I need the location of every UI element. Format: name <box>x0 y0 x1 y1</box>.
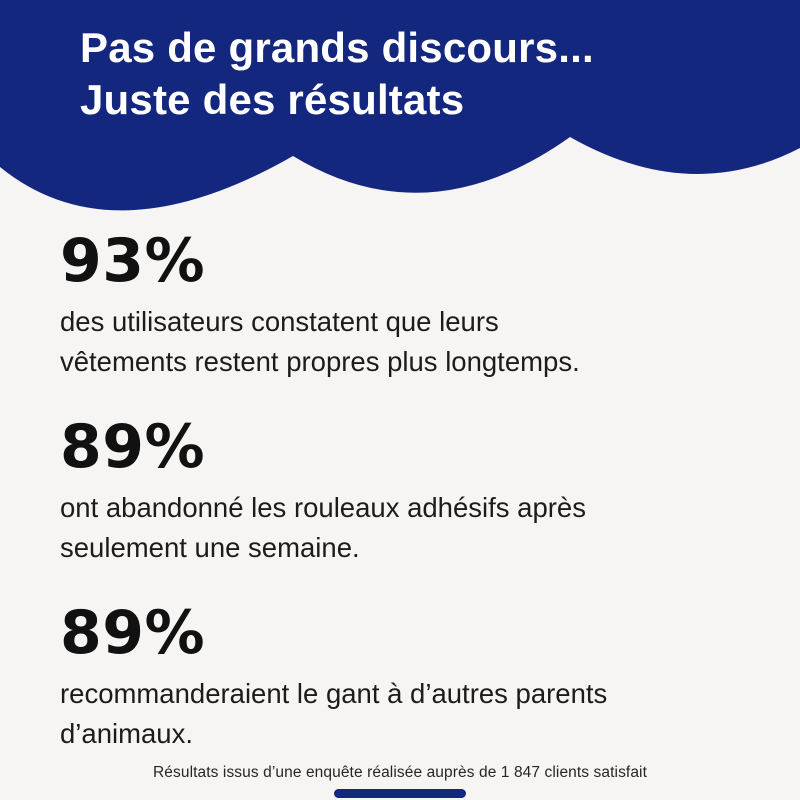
stat-desc-line: seulement une semaine. <box>60 532 360 563</box>
stat-desc-line: d’animaux. <box>60 718 193 749</box>
stat-description <box>60 674 760 754</box>
title-line-1: Pas de grands discours... <box>80 24 594 71</box>
stat-desc-line: recommanderaient le gant à d’autres parents <box>60 678 608 709</box>
stats-list <box>60 226 760 784</box>
stat-item-2 <box>60 412 760 568</box>
title-line-2: Juste des résultats <box>80 76 465 123</box>
survey-note: Résultats issus d’une enquête réalisée auprès de 1 847 clients satisfait <box>152 764 648 781</box>
stat-description <box>60 302 760 382</box>
stat-desc-line: ont abandonné les rouleaux adhésifs après <box>60 492 586 523</box>
stat-value: 93% <box>60 226 206 296</box>
stat-item-1 <box>60 226 760 382</box>
stat-description <box>60 488 760 568</box>
bottom-indicator-bar <box>334 789 466 798</box>
stat-item-3 <box>60 598 760 754</box>
stat-value: 89% <box>60 598 206 668</box>
stat-value: 89% <box>60 412 206 482</box>
stat-desc-line: vêtements restent propres plus longtemps. <box>60 346 580 377</box>
header-banner <box>0 0 800 220</box>
stat-desc-line: des utilisateurs constatent que leurs <box>60 306 499 337</box>
page-title <box>80 22 594 126</box>
